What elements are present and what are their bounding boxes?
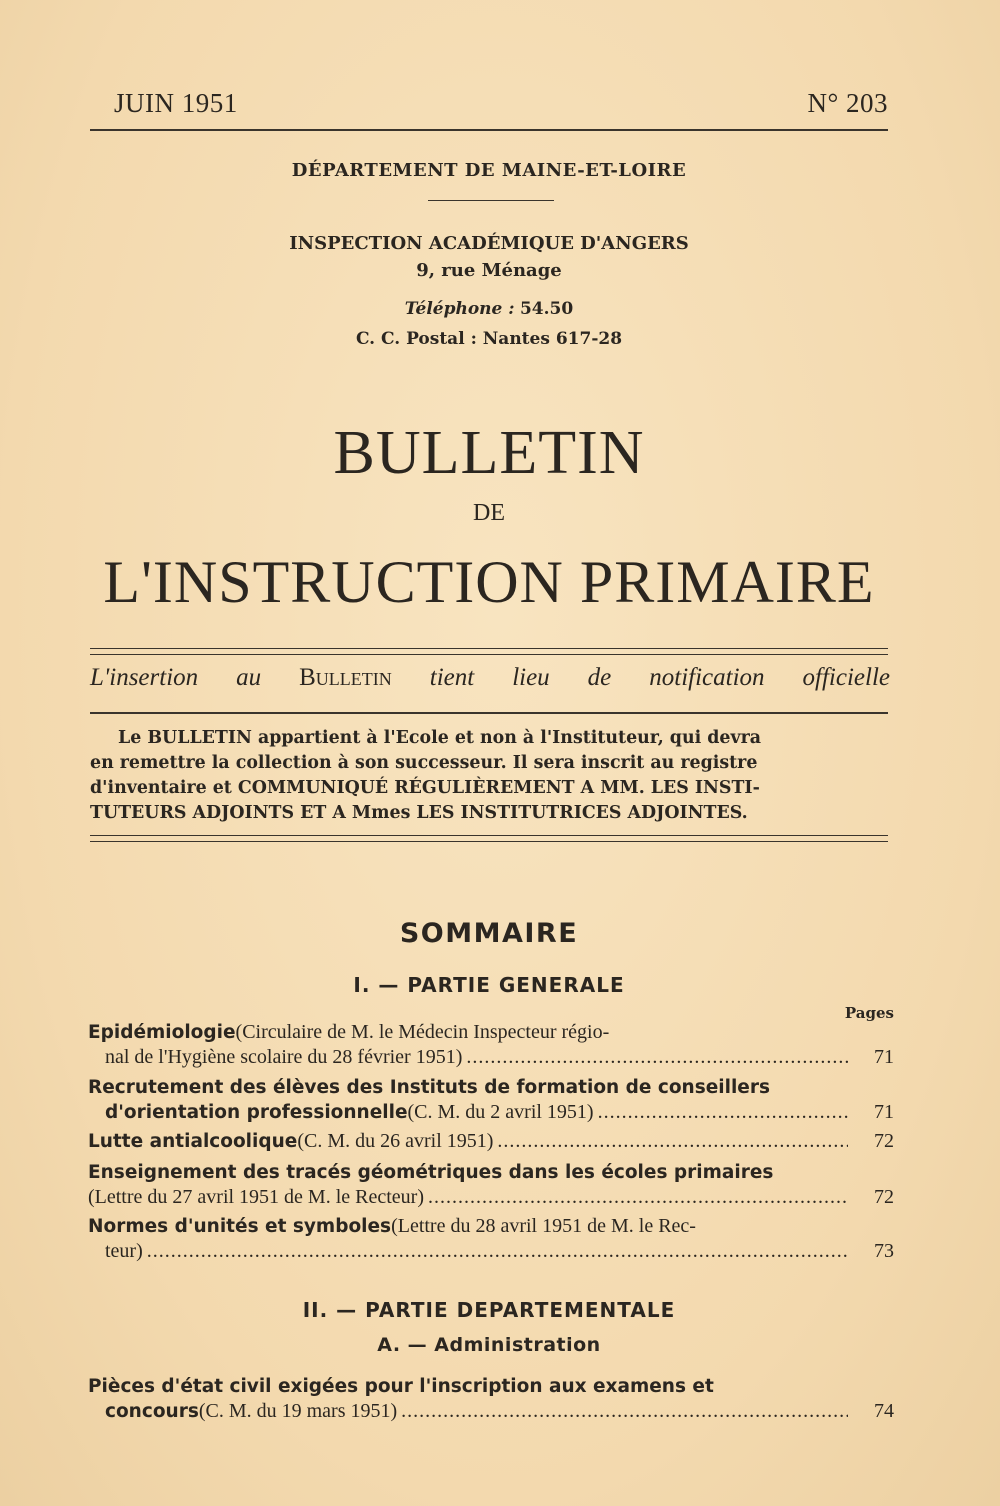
toc-entry-title: Enseignement des tracés géométriques dans les écoles primaires xyxy=(88,1162,774,1183)
double-divider-bottom xyxy=(90,835,888,842)
toc-entry-text: teur) xyxy=(105,1240,143,1262)
toc-page-number: 74 xyxy=(874,1400,894,1422)
toc-entry-title: Recrutement des élèves des Instituts de formation de conseillers xyxy=(88,1077,770,1098)
toc-entry-line xyxy=(88,1399,894,1424)
toc-entry-title: Pièces d'état civil exigées pour l'inscription aux examens et xyxy=(88,1376,714,1397)
sommaire-heading: SOMMAIRE xyxy=(399,918,579,949)
toc-entry-line xyxy=(88,1185,894,1210)
toc-page-number: 72 xyxy=(874,1130,894,1152)
dot-leader xyxy=(401,1399,848,1424)
insertion-word: au xyxy=(236,664,262,691)
toc-entry-line xyxy=(88,1100,894,1125)
issue-date: JUIN 1951 xyxy=(114,88,238,118)
department-name: DÉPARTEMENT DE MAINE-ET-LOIRE xyxy=(291,160,687,181)
toc-entry-line xyxy=(88,1214,894,1239)
notice-line: Le BULLETIN appartient à l'Ecole et non à l'Instituteur, qui devra xyxy=(118,728,762,748)
toc-entry-text: (C. M. du 19 mars 1951) xyxy=(198,1400,398,1422)
part1-heading: I. — PARTIE GENERALE xyxy=(353,973,625,997)
toc-entry xyxy=(88,1129,894,1154)
header-divider xyxy=(90,129,888,131)
toc-entry-line xyxy=(88,1160,894,1185)
toc-entry-text: (C. M. du 26 avril 1951) xyxy=(297,1130,494,1152)
phone-line xyxy=(90,294,888,324)
ownership-notice xyxy=(90,726,890,826)
divider-middle xyxy=(90,712,888,714)
contact-block xyxy=(90,294,888,354)
toc-entry-line xyxy=(88,1075,894,1100)
toc-entry-title: d'orientation professionnelle xyxy=(105,1102,408,1123)
toc-entry-line xyxy=(88,1045,894,1070)
header-row xyxy=(90,88,888,119)
toc-entry-text: (Lettre du 28 avril 1951 de M. le Rec- xyxy=(391,1215,696,1237)
toc-entry xyxy=(88,1214,894,1264)
insertion-notice xyxy=(90,664,890,692)
toc-entry xyxy=(88,1374,894,1424)
notice-line: TUTEURS ADJOINTS ET A Mmes LES INSTITUTRICES ADJOINTES. xyxy=(90,803,748,823)
title-instruction-primaire: L'INSTRUCTION PRIMAIRE xyxy=(103,549,875,615)
toc-entry-line xyxy=(88,1239,894,1264)
insertion-word: lieu xyxy=(512,664,550,691)
inspection-address: 9, rue Ménage xyxy=(416,260,562,281)
toc-entry-line xyxy=(88,1374,894,1399)
toc-entry-line xyxy=(88,1020,894,1045)
insertion-word-bulletin: Bulletin xyxy=(299,664,392,691)
insertion-word: officielle xyxy=(802,664,890,691)
short-divider xyxy=(428,200,554,201)
toc-entry-text: nal de l'Hygiène scolaire du 28 février 1951) xyxy=(105,1046,463,1068)
issue-number: N° 203 xyxy=(807,88,888,118)
inspection-block xyxy=(90,230,888,284)
inspection-name: INSPECTION ACADÉMIQUE D'ANGERS xyxy=(289,233,689,254)
toc-entry-text: (Circulaire de M. le Médecin Inspecteur régio- xyxy=(235,1021,610,1043)
notice-line: d'inventaire et COMMUNIQUÉ RÉGULIÈREMENT A MM. LES INSTI- xyxy=(90,778,760,798)
toc-entry xyxy=(88,1160,894,1210)
toc-entry-title: concours xyxy=(105,1401,199,1422)
notice-line: en remettre la collection à son successeur. Il sera inscrit au registre xyxy=(90,753,758,773)
dot-leader xyxy=(147,1239,848,1264)
toc-page-number: 73 xyxy=(874,1240,894,1262)
toc-entry-line xyxy=(88,1129,894,1154)
insertion-word: de xyxy=(587,664,612,691)
dot-leader xyxy=(466,1045,848,1070)
phone-number: 54.50 xyxy=(519,299,574,319)
postal-account: C. C. Postal : Nantes 617-28 xyxy=(355,329,623,349)
toc-entry-title: Lutte antialcoolique xyxy=(88,1131,298,1152)
toc-entry-title: Epidémiologie xyxy=(88,1022,236,1043)
part2-heading: II. — PARTIE DEPARTEMENTALE xyxy=(302,1298,676,1322)
dot-leader xyxy=(598,1100,848,1125)
phone-label: Téléphone : xyxy=(404,299,515,319)
double-divider-top xyxy=(90,648,888,655)
toc-entry-text: (C. M. du 2 avril 1951) xyxy=(407,1101,594,1123)
toc-page-number: 71 xyxy=(874,1101,894,1123)
dot-leader xyxy=(428,1185,848,1210)
toc-entry xyxy=(88,1020,894,1070)
toc-page-number: 71 xyxy=(874,1046,894,1068)
toc-entry-text: (Lettre du 27 avril 1951 de M. le Recteur) xyxy=(88,1186,424,1208)
title-de: DE xyxy=(473,500,505,526)
toc-entry-title: Normes d'unités et symboles xyxy=(88,1216,392,1237)
part2-subheading: A. — Administration xyxy=(377,1334,601,1356)
title-bulletin: BULLETIN xyxy=(333,419,645,487)
toc-entry xyxy=(88,1075,894,1125)
toc-page-number: 72 xyxy=(874,1186,894,1208)
insertion-word: tient xyxy=(429,664,475,691)
insertion-word: L'insertion xyxy=(90,664,199,691)
dot-leader xyxy=(497,1129,848,1154)
insertion-word: notification xyxy=(649,664,765,691)
pages-column-label: Pages xyxy=(844,1004,894,1022)
